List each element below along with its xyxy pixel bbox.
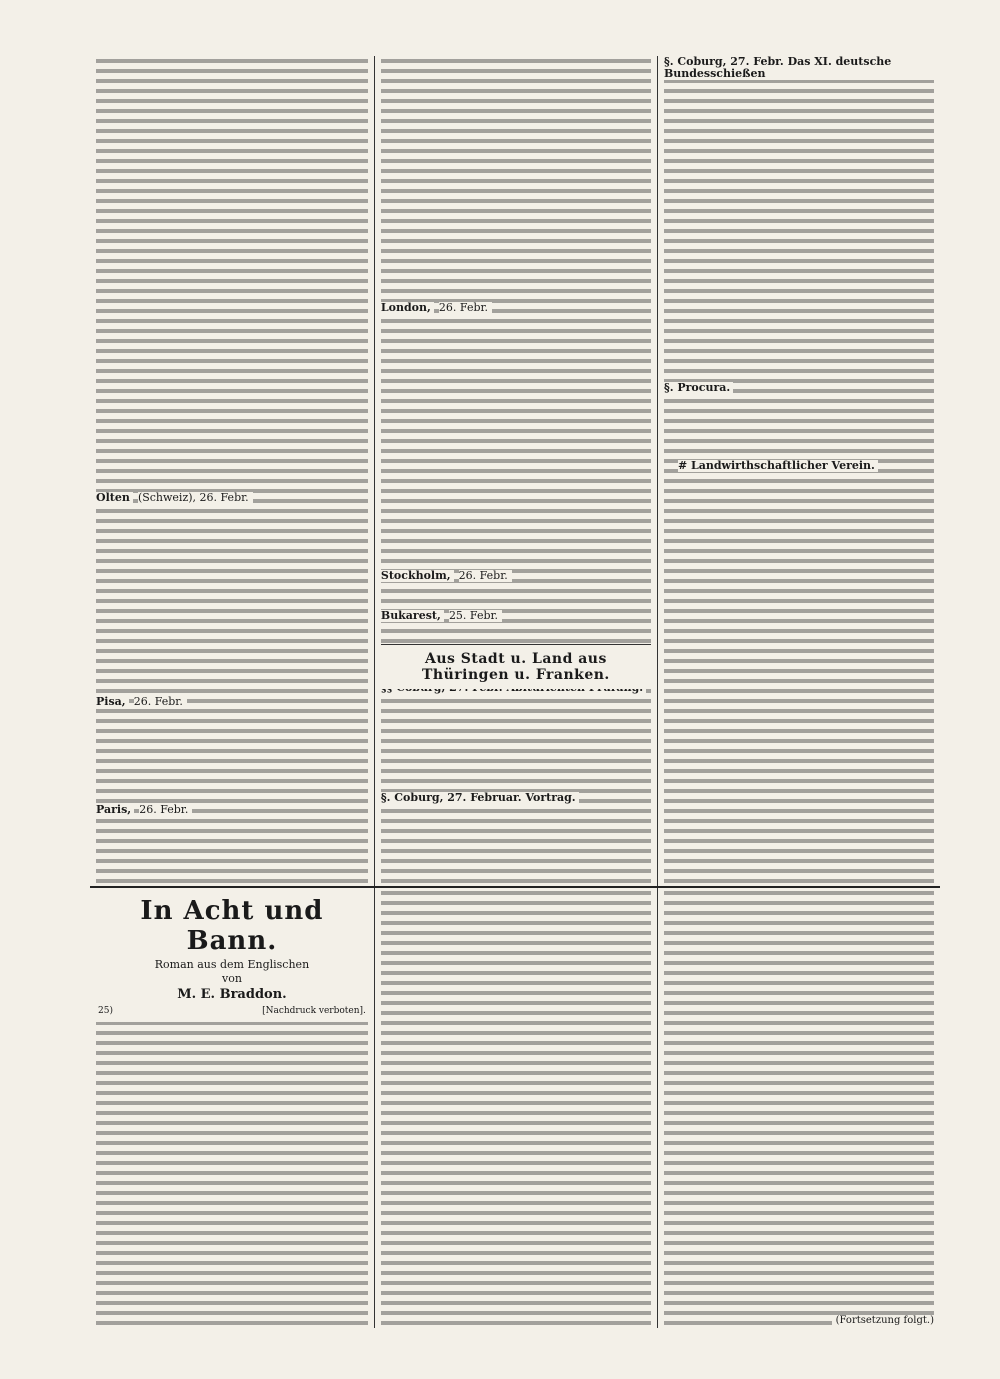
dateline-paris: 26. Febr. (139, 804, 192, 816)
lead-paris: Paris, (96, 804, 134, 816)
lead-pisa: Pisa, (96, 696, 129, 708)
serial-heading (96, 888, 368, 1022)
dateline-olten: (Schweiz), 26. Febr. (138, 492, 253, 504)
dateline-stockholm: 26. Febr. (459, 570, 512, 582)
serial-author: M. E. Braddon. (177, 987, 287, 1002)
lead-london: London, (381, 302, 434, 314)
dateline-bukarest: 25. Febr. (449, 610, 502, 622)
continued-note: (Fortsetzung folgt.) (832, 1315, 934, 1326)
serial-von: von (221, 972, 242, 985)
lead-coburg-schuetzen: §. Coburg, 27. Febr. Das XI. deutsche Bundesschießen (664, 56, 940, 80)
serial-subtitle: Roman aus dem Englischen (154, 958, 310, 971)
feuilleton-column-3 (657, 888, 940, 1328)
column-2 (374, 56, 657, 886)
serial-title: In Acht und Bann. (140, 896, 324, 956)
dateline-pisa: 26. Febr. (134, 696, 187, 708)
serial-number: 25) (98, 1006, 113, 1016)
section-header-stadt-land: Aus Stadt u. Land aus Thüringen u. Franken. (381, 644, 651, 689)
feuilleton-column-1 (90, 888, 374, 1328)
lead-procura: §. Procura. (664, 382, 733, 394)
reprint-note: [Nachdruck verboten]. (262, 1006, 366, 1016)
column-1 (90, 56, 374, 886)
news-section (90, 56, 940, 888)
lead-olten: Olten (96, 492, 133, 504)
lead-landwirtschaft: # Landwirthschaftlicher Verein. (678, 460, 878, 472)
column-3 (657, 56, 940, 886)
feuilleton-section (90, 888, 940, 1328)
feuilleton-column-2 (374, 888, 657, 1328)
lead-stockholm: Stockholm, (381, 570, 454, 582)
dateline-london: 26. Febr. (439, 302, 492, 314)
lead-coburg-vortrag: §. Coburg, 27. Februar. Vortrag. (381, 792, 579, 804)
lead-bukarest: Bukarest, (381, 610, 444, 622)
